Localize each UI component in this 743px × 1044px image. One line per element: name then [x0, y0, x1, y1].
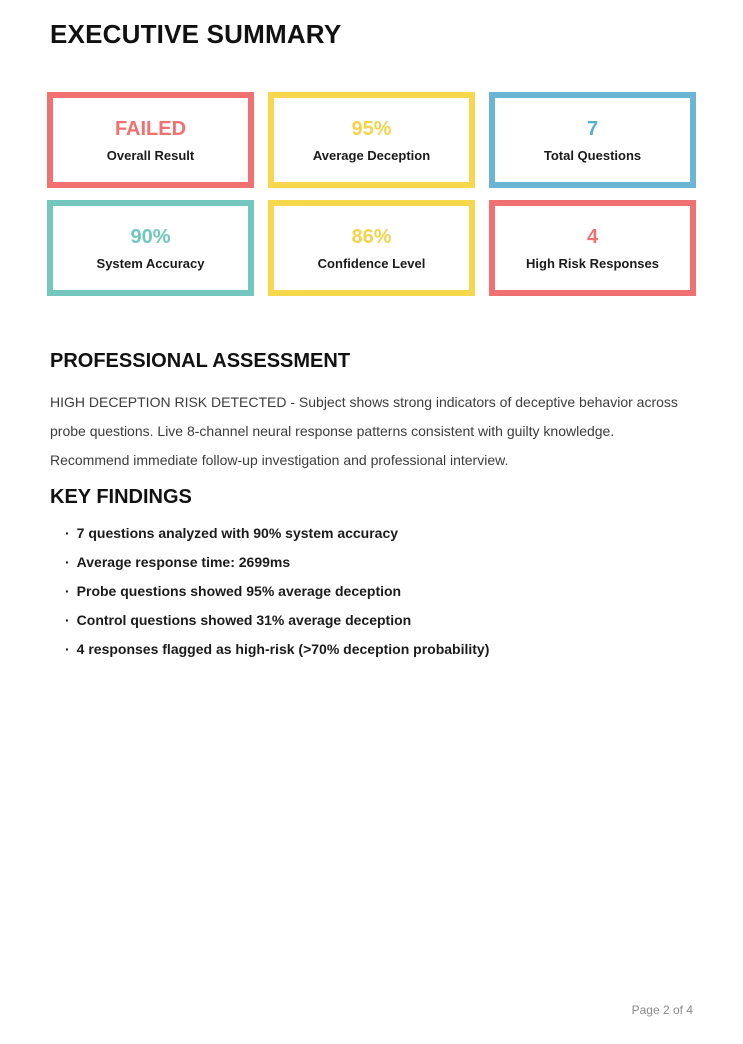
- finding-item: [65, 525, 693, 541]
- metric-value: 90%: [130, 225, 171, 248]
- page-number: Page 2 of 4: [631, 1003, 693, 1017]
- assessment-heading: PROFESSIONAL ASSESSMENT: [50, 350, 351, 372]
- page-title: EXECUTIVE SUMMARY: [50, 19, 342, 49]
- findings-heading: KEY FINDINGS: [50, 486, 192, 508]
- metric-value: 86%: [351, 225, 392, 248]
- bullet-dot: ·: [65, 583, 70, 599]
- metric-card-high-risk-responses: [489, 200, 696, 296]
- finding-text: Average response time: 2699ms: [76, 554, 291, 570]
- metric-value: FAILED: [114, 117, 187, 140]
- metric-value: 7: [586, 117, 599, 140]
- metric-card-average-deception: [268, 92, 475, 188]
- metric-grid: [47, 92, 696, 296]
- finding-item: [65, 583, 693, 599]
- metric-value: 4: [586, 225, 599, 248]
- metric-label: Confidence Level: [317, 255, 426, 271]
- assessment-body: HIGH DECEPTION RISK DETECTED - Subject shows strong indicators of deceptive behavior across probe questions. Live 8-channel neural response patterns consistent with guilty knowledge. Recommend immediate follow-up investigation and professional interview.: [50, 394, 678, 468]
- finding-item: [65, 554, 693, 570]
- bullet-dot: ·: [65, 641, 70, 657]
- metric-label: Total Questions: [543, 147, 642, 163]
- metric-value: 95%: [351, 117, 392, 140]
- metric-label: System Accuracy: [96, 255, 205, 271]
- metric-card-total-questions: [489, 92, 696, 188]
- metric-card-system-accuracy: [47, 200, 254, 296]
- metric-label: Overall Result: [106, 147, 195, 163]
- finding-text: 4 responses flagged as high-risk (>70% deception probability): [76, 641, 490, 657]
- finding-text: 7 questions analyzed with 90% system accuracy: [76, 525, 399, 541]
- finding-item: [65, 612, 693, 628]
- bullet-dot: ·: [65, 554, 70, 570]
- findings-list: [65, 525, 693, 657]
- bullet-dot: ·: [65, 612, 70, 628]
- finding-item: [65, 641, 693, 657]
- metric-card-overall-result: [47, 92, 254, 188]
- finding-text: Control questions showed 31% average deception: [76, 612, 412, 628]
- bullet-dot: ·: [65, 525, 70, 541]
- metric-label: Average Deception: [312, 147, 431, 163]
- metric-card-confidence-level: [268, 200, 475, 296]
- metric-label: High Risk Responses: [526, 255, 659, 271]
- finding-text: Probe questions showed 95% average deception: [76, 583, 402, 599]
